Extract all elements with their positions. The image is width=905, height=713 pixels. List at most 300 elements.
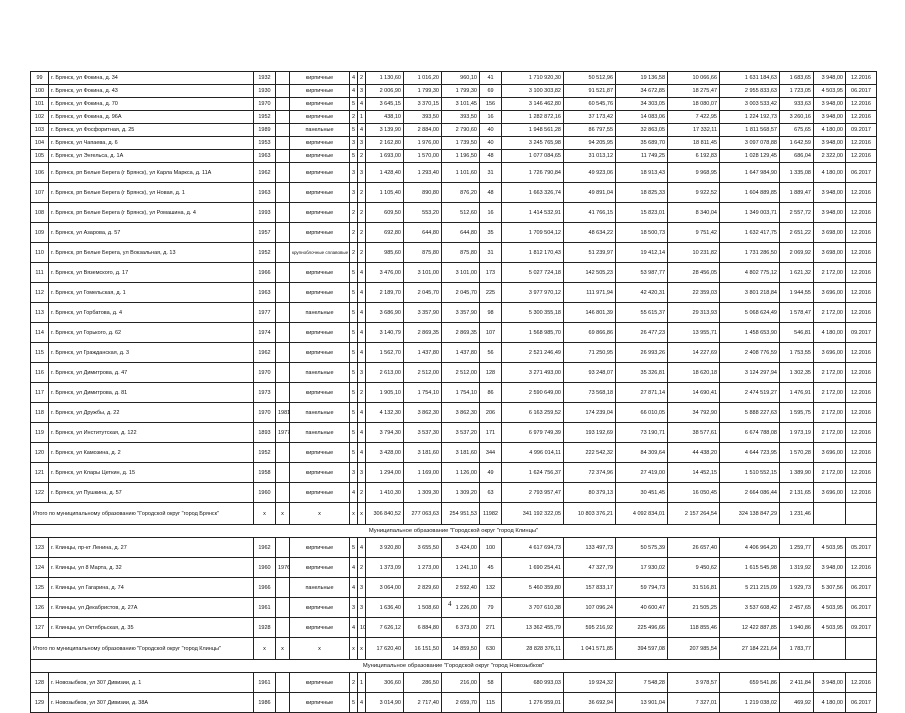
reconstruction-year [276, 163, 290, 183]
value-m6: 1 570,28 [780, 443, 814, 463]
build-year: 1962 [254, 343, 276, 363]
value-p: 69 [480, 85, 502, 98]
value-m3: 66 010,05 [616, 403, 668, 423]
reconstruction-year [276, 72, 290, 85]
value-s3: 393,50 [442, 111, 480, 124]
value-m5: 1 510 552,15 [720, 463, 780, 483]
floors: 3 [350, 598, 358, 618]
value-s2: 1 309,30 [404, 483, 442, 503]
value-m6: 1 683,65 [780, 72, 814, 85]
wall-material: панельные [290, 578, 350, 598]
deadline: 12.2016 [846, 383, 877, 403]
floors: 4 [350, 558, 358, 578]
deadline: 12.2016 [846, 363, 877, 383]
address-cell: г. Клинцы, ул Октябрьская, д. 35 [49, 618, 254, 638]
value-s1: 2 189,70 [366, 283, 404, 303]
value-m5: 1 604 889,85 [720, 183, 780, 203]
value-m3: 50 575,39 [616, 538, 668, 558]
page-number: 4 [448, 600, 452, 608]
value-m2: 41 766,15 [564, 203, 616, 223]
address-cell: г. Брянск, ул Фокина, д. 70 [49, 98, 254, 111]
value-m4: 9 751,42 [668, 223, 720, 243]
deadline: 09.2017 [846, 618, 877, 638]
deadline: 12.2016 [846, 283, 877, 303]
value-m5: 3 124 297,94 [720, 363, 780, 383]
deadline: 06.2017 [846, 578, 877, 598]
value-s2: 1 016,20 [404, 72, 442, 85]
value-m2: 51 239,97 [564, 243, 616, 263]
row-number: 125 [31, 578, 49, 598]
address-cell: г. Брянск, ул Фокина, д. 96А [49, 111, 254, 124]
value-s3: 3 181,60 [442, 443, 480, 463]
total-m3: 394 597,08 [616, 638, 668, 660]
value-m5: 2 474 519,27 [720, 383, 780, 403]
value-m6: 546,81 [780, 323, 814, 343]
wall-material: кирпичные [290, 183, 350, 203]
value-m4: 38 577,61 [668, 423, 720, 443]
floors: 5 [350, 693, 358, 713]
value-m3: 34 303,05 [616, 98, 668, 111]
value-s3: 3 101,00 [442, 263, 480, 283]
placeholder-x: x [276, 638, 290, 660]
address-cell: г. Брянск, рп Белые Берега (г Брянск), ул Ромашина, д. 4 [49, 203, 254, 223]
value-m4: 7 327,01 [668, 693, 720, 713]
table-row [31, 203, 877, 223]
table-row [31, 111, 877, 124]
value-s2: 1 508,60 [404, 598, 442, 618]
value-m1: 1 948 561,28 [502, 124, 564, 137]
value-m1: 1 282 872,16 [502, 111, 564, 124]
deadline: 12.2016 [846, 243, 877, 263]
table-row [31, 363, 877, 383]
placeholder-x: x [350, 638, 358, 660]
deadline: 12.2016 [846, 263, 877, 283]
section-header-row [31, 660, 877, 673]
empty-cell [814, 638, 846, 660]
value-m6: 1 889,47 [780, 183, 814, 203]
value-m7: 3 698,00 [814, 243, 846, 263]
value-m7: 2 172,00 [814, 263, 846, 283]
value-m3: 42 420,31 [616, 283, 668, 303]
empty-cell [846, 503, 877, 525]
table-row [31, 150, 877, 163]
deadline: 12.2016 [846, 463, 877, 483]
wall-material: кирпичные [290, 558, 350, 578]
row-number: 109 [31, 223, 49, 243]
entrances: 10 [358, 618, 366, 638]
floors: 5 [350, 283, 358, 303]
value-m2: 111 971,94 [564, 283, 616, 303]
build-year: 1963 [254, 150, 276, 163]
value-m1: 13 362 455,79 [502, 618, 564, 638]
value-m7: 5 307,56 [814, 578, 846, 598]
total-m2: 10 803 376,21 [564, 503, 616, 525]
value-s2: 644,80 [404, 223, 442, 243]
build-year: 1960 [254, 558, 276, 578]
entrances: 2 [358, 183, 366, 203]
table-row [31, 223, 877, 243]
row-number: 118 [31, 403, 49, 423]
address-cell: г. Брянск, рп Белые Берега (г Брянск), ул Карла Маркса, д. 11А [49, 163, 254, 183]
row-number: 106 [31, 163, 49, 183]
floors: 2 [350, 111, 358, 124]
table-row [31, 578, 877, 598]
value-m4: 118 855,46 [668, 618, 720, 638]
value-p: 31 [480, 163, 502, 183]
entrances: 2 [358, 150, 366, 163]
value-s2: 553,20 [404, 203, 442, 223]
value-m1: 4 617 694,73 [502, 538, 564, 558]
floors: 3 [350, 183, 358, 203]
reconstruction-year [276, 223, 290, 243]
value-m5: 1 615 545,98 [720, 558, 780, 578]
value-m2: 93 248,07 [564, 363, 616, 383]
value-s1: 1 905,10 [366, 383, 404, 403]
value-s2: 890,80 [404, 183, 442, 203]
reconstruction-year: 1977 [276, 423, 290, 443]
row-number: 105 [31, 150, 49, 163]
value-s1: 3 476,00 [366, 263, 404, 283]
value-p: 173 [480, 263, 502, 283]
row-number: 104 [31, 137, 49, 150]
value-m1: 2 793 957,47 [502, 483, 564, 503]
value-m5: 1 631 184,63 [720, 72, 780, 85]
table-row [31, 403, 877, 423]
address-cell: г. Брянск, ул Гражданская, д. 3 [49, 343, 254, 363]
value-s2: 3 357,90 [404, 303, 442, 323]
reconstruction-year [276, 363, 290, 383]
value-p: 86 [480, 383, 502, 403]
value-s3: 3 862,30 [442, 403, 480, 423]
value-s2: 3 537,30 [404, 423, 442, 443]
reconstruction-year [276, 137, 290, 150]
table-row [31, 263, 877, 283]
value-s3: 875,80 [442, 243, 480, 263]
value-p: 132 [480, 578, 502, 598]
address-cell: г. Брянск, ул Азарова, д. 57 [49, 223, 254, 243]
value-s3: 1 309,20 [442, 483, 480, 503]
total-m1: 341 192 322,05 [502, 503, 564, 525]
value-m2: 174 239,04 [564, 403, 616, 423]
table-row [31, 85, 877, 98]
value-m3: 19 412,14 [616, 243, 668, 263]
value-m4: 44 438,20 [668, 443, 720, 463]
value-m1: 3 271 493,00 [502, 363, 564, 383]
value-m4: 6 192,83 [668, 150, 720, 163]
value-m3: 26 477,23 [616, 323, 668, 343]
table-row [31, 598, 877, 618]
value-s2: 875,80 [404, 243, 442, 263]
value-s1: 3 139,90 [366, 124, 404, 137]
wall-material: кирпичные [290, 98, 350, 111]
floors: 4 [350, 618, 358, 638]
address-cell: г. Брянск, ул Институтская, д. 122 [49, 423, 254, 443]
entrances: 4 [358, 98, 366, 111]
reconstruction-year [276, 243, 290, 263]
floors: 5 [350, 98, 358, 111]
value-m5: 2 664 086,44 [720, 483, 780, 503]
value-m2: 94 205,95 [564, 137, 616, 150]
address-cell: г. Брянск, ул Дружбы, д. 22 [49, 403, 254, 423]
reconstruction-year [276, 343, 290, 363]
build-year: 1928 [254, 618, 276, 638]
value-m1: 6 163 259,52 [502, 403, 564, 423]
value-s1: 7 626,12 [366, 618, 404, 638]
build-year: 1970 [254, 98, 276, 111]
build-year: 1961 [254, 673, 276, 693]
value-m5: 1 632 417,75 [720, 223, 780, 243]
floors: 2 [350, 673, 358, 693]
value-m5: 1 349 003,71 [720, 203, 780, 223]
value-m7: 4 180,00 [814, 124, 846, 137]
wall-material: кирпичные [290, 163, 350, 183]
entrances: 4 [358, 538, 366, 558]
value-p: 63 [480, 483, 502, 503]
value-m2: 49 923,06 [564, 163, 616, 183]
table-row [31, 124, 877, 137]
value-m7: 4 503,95 [814, 618, 846, 638]
wall-material: крупноблочные сплавовые [290, 243, 350, 263]
value-m4: 7 422,95 [668, 111, 720, 124]
value-p: 48 [480, 150, 502, 163]
address-cell: г. Брянск, ул Энгельса, д. 1А [49, 150, 254, 163]
build-year: 1957 [254, 223, 276, 243]
value-m3: 84 309,64 [616, 443, 668, 463]
table-row [31, 463, 877, 483]
value-p: 56 [480, 343, 502, 363]
value-m2: 157 833,17 [564, 578, 616, 598]
address-cell: г. Клинцы, ул Гагарина, д. 74 [49, 578, 254, 598]
floors: 2 [350, 243, 358, 263]
value-p: 45 [480, 558, 502, 578]
build-year: 1963 [254, 283, 276, 303]
value-m6: 1 319,92 [780, 558, 814, 578]
value-m4: 9 450,62 [668, 558, 720, 578]
row-number: 122 [31, 483, 49, 503]
value-s3: 1 437,80 [442, 343, 480, 363]
reconstruction-year [276, 483, 290, 503]
value-m7: 4 180,00 [814, 163, 846, 183]
value-s2: 2 869,35 [404, 323, 442, 343]
value-m2: 86 797,55 [564, 124, 616, 137]
table-row [31, 163, 877, 183]
value-s1: 3 064,00 [366, 578, 404, 598]
reconstruction-year [276, 538, 290, 558]
value-s3: 2 869,35 [442, 323, 480, 343]
placeholder-x: x [290, 503, 350, 525]
entrances: 2 [358, 383, 366, 403]
value-s3: 1 126,00 [442, 463, 480, 483]
total-label: Итого по муниципальному образованию "Городской округ "город Клинцы" [31, 638, 254, 660]
value-m7: 4 180,00 [814, 693, 846, 713]
value-s2: 1 976,00 [404, 137, 442, 150]
value-m4: 18 811,45 [668, 137, 720, 150]
value-s1: 3 140,79 [366, 323, 404, 343]
value-s3: 644,80 [442, 223, 480, 243]
address-cell: г. Брянск, ул Фокина, д. 43 [49, 85, 254, 98]
value-m2: 146 801,39 [564, 303, 616, 323]
value-m3: 27 871,14 [616, 383, 668, 403]
deadline: 12.2016 [846, 443, 877, 463]
value-m1: 1 276 959,01 [502, 693, 564, 713]
value-s2: 3 862,30 [404, 403, 442, 423]
entrances: 4 [358, 343, 366, 363]
value-m7: 3 948,00 [814, 98, 846, 111]
row-number: 116 [31, 363, 49, 383]
value-p: 171 [480, 423, 502, 443]
value-s3: 1 101,60 [442, 163, 480, 183]
build-year: 1958 [254, 463, 276, 483]
value-m3: 40 600,47 [616, 598, 668, 618]
build-year: 1952 [254, 111, 276, 124]
value-m7: 4 503,95 [814, 538, 846, 558]
value-m7: 3 948,00 [814, 111, 846, 124]
value-m5: 12 422 887,85 [720, 618, 780, 638]
wall-material: кирпичные [290, 598, 350, 618]
entrances: 1 [358, 673, 366, 693]
value-m4: 9 922,52 [668, 183, 720, 203]
value-m3: 11 749,25 [616, 150, 668, 163]
table-row [31, 303, 877, 323]
build-year: 1930 [254, 85, 276, 98]
row-number: 100 [31, 85, 49, 98]
value-m5: 1 224 192,73 [720, 111, 780, 124]
value-p: 35 [480, 223, 502, 243]
value-m5: 1 731 286,50 [720, 243, 780, 263]
value-s1: 3 645,15 [366, 98, 404, 111]
floors: 5 [350, 323, 358, 343]
value-s1: 692,80 [366, 223, 404, 243]
value-p: 48 [480, 183, 502, 203]
row-number: 121 [31, 463, 49, 483]
value-m5: 3 003 533,42 [720, 98, 780, 111]
value-s2: 393,50 [404, 111, 442, 124]
row-number: 128 [31, 673, 49, 693]
value-s1: 306,60 [366, 673, 404, 693]
value-m6: 1 595,75 [780, 403, 814, 423]
value-m3: 15 823,01 [616, 203, 668, 223]
address-cell: г. Брянск, рп Белые Берега, ул Вокзальная, д. 13 [49, 243, 254, 263]
value-m1: 1 690 254,41 [502, 558, 564, 578]
wall-material: кирпичные [290, 72, 350, 85]
value-m7: 3 696,00 [814, 343, 846, 363]
value-m6: 1 929,73 [780, 578, 814, 598]
table-row [31, 72, 877, 85]
address-cell: г. Брянск, ул Камозина, д. 2 [49, 443, 254, 463]
value-p: 107 [480, 323, 502, 343]
value-m5: 1 458 653,90 [720, 323, 780, 343]
total-s2: 16 151,50 [404, 638, 442, 660]
value-p: 49 [480, 463, 502, 483]
value-m7: 3 948,00 [814, 183, 846, 203]
value-m4: 13 955,71 [668, 323, 720, 343]
value-p: 58 [480, 673, 502, 693]
value-p: 156 [480, 98, 502, 111]
wall-material: панельные [290, 403, 350, 423]
total-m3: 4 092 834,01 [616, 503, 668, 525]
floors: 5 [350, 343, 358, 363]
reconstruction-year [276, 183, 290, 203]
value-s1: 1 636,40 [366, 598, 404, 618]
value-s3: 1 226,00 [442, 598, 480, 618]
value-m6: 1 723,05 [780, 85, 814, 98]
reconstruction-year: 1981 [276, 403, 290, 423]
value-m3: 18 913,43 [616, 163, 668, 183]
value-m3: 14 083,06 [616, 111, 668, 124]
value-m6: 469,92 [780, 693, 814, 713]
value-m1: 5 460 359,80 [502, 578, 564, 598]
wall-material: кирпичные [290, 137, 350, 150]
value-p: 344 [480, 443, 502, 463]
deadline: 06.2017 [846, 598, 877, 618]
value-m1: 1 709 504,12 [502, 223, 564, 243]
wall-material: кирпичные [290, 463, 350, 483]
reconstruction-year [276, 111, 290, 124]
value-s1: 3 428,00 [366, 443, 404, 463]
value-s2: 2 512,00 [404, 363, 442, 383]
value-m5: 659 541,86 [720, 673, 780, 693]
entrances: 1 [358, 111, 366, 124]
build-year: 1993 [254, 203, 276, 223]
reconstruction-year [276, 203, 290, 223]
value-m6: 3 260,16 [780, 111, 814, 124]
total-s1: 306 840,52 [366, 503, 404, 525]
value-s3: 2 592,40 [442, 578, 480, 598]
total-row [31, 638, 877, 660]
value-m5: 2 408 776,59 [720, 343, 780, 363]
entrances: 2 [358, 72, 366, 85]
value-m7: 3 948,00 [814, 558, 846, 578]
value-m6: 2 411,84 [780, 673, 814, 693]
value-m5: 1 647 984,90 [720, 163, 780, 183]
deadline: 12.2016 [846, 423, 877, 443]
address-cell: г. Новозыбков, ул 307 Дивизии, д. 1 [49, 673, 254, 693]
deadline: 12.2016 [846, 403, 877, 423]
floors: 4 [350, 578, 358, 598]
build-year: 1961 [254, 598, 276, 618]
value-s1: 985,60 [366, 243, 404, 263]
value-p: 206 [480, 403, 502, 423]
table-row [31, 538, 877, 558]
entrances: 4 [358, 423, 366, 443]
table-row [31, 383, 877, 403]
value-m2: 47 327,79 [564, 558, 616, 578]
value-s1: 1 373,09 [366, 558, 404, 578]
value-s3: 3 357,90 [442, 303, 480, 323]
value-m5: 4 406 964,20 [720, 538, 780, 558]
reconstruction-year [276, 85, 290, 98]
value-m2: 80 379,13 [564, 483, 616, 503]
value-s2: 1 754,10 [404, 383, 442, 403]
deadline: 12.2016 [846, 343, 877, 363]
value-s1: 1 428,40 [366, 163, 404, 183]
build-year: 1970 [254, 403, 276, 423]
section-header-row [31, 525, 877, 538]
build-year: 1966 [254, 578, 276, 598]
value-p: 31 [480, 243, 502, 263]
value-m4: 21 505,25 [668, 598, 720, 618]
deadline: 12.2016 [846, 223, 877, 243]
value-s2: 3 181,60 [404, 443, 442, 463]
floors: 4 [350, 72, 358, 85]
value-m7: 2 322,00 [814, 150, 846, 163]
value-m2: 50 512,96 [564, 72, 616, 85]
reconstruction-year [276, 673, 290, 693]
entrances: 3 [358, 598, 366, 618]
value-s1: 4 132,30 [366, 403, 404, 423]
value-m1: 1 414 532,91 [502, 203, 564, 223]
value-m1: 3 245 765,98 [502, 137, 564, 150]
